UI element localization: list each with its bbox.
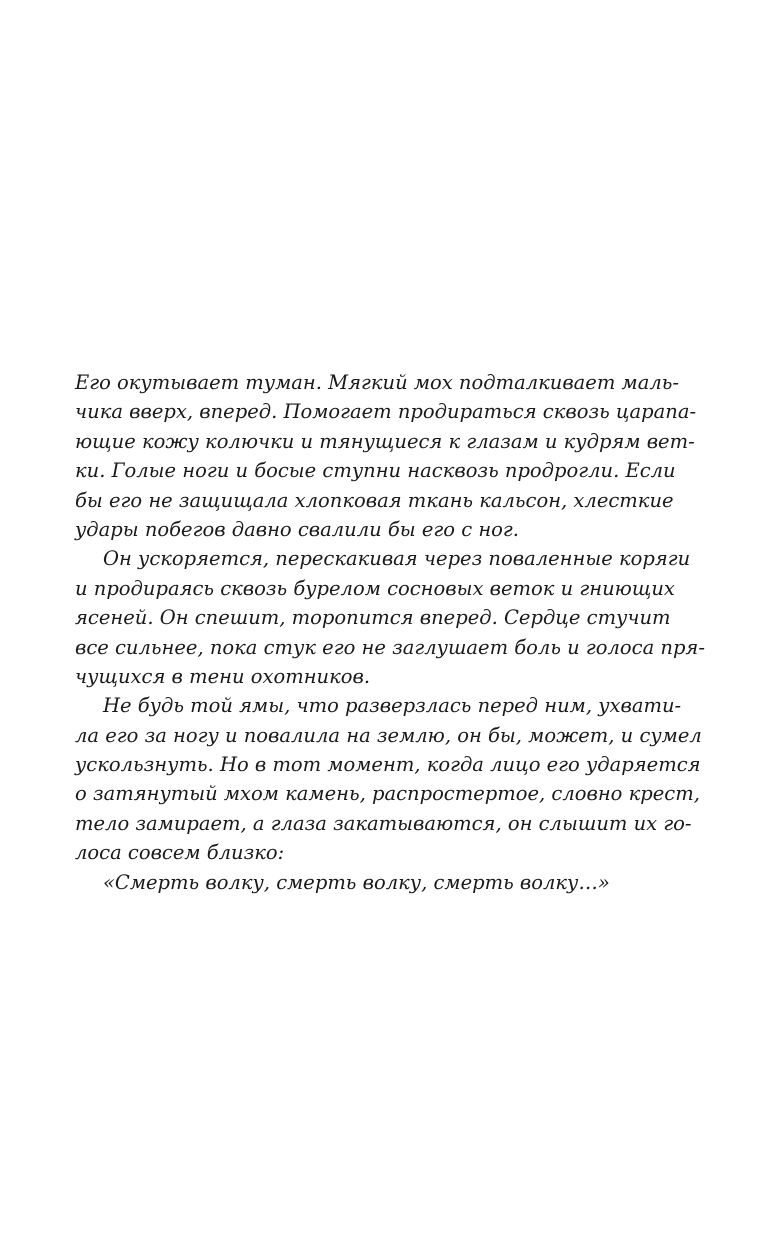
text-line: удары побегов давно свалили бы его с ног. — [75, 517, 519, 541]
text-line: ки. Голые ноги и босые ступни насквозь продрогли. Если — [75, 459, 676, 483]
text-line: чика вверх, вперед. Помогает продираться сквозь царапа- — [75, 400, 697, 424]
paragraph — [75, 544, 705, 691]
text-line: о затянутый мхом камень, распростертое, словно крест, — [75, 782, 700, 806]
text-line: все сильнее, пока стук его не заглушает боль и голоса пря- — [75, 635, 705, 659]
paragraph — [75, 868, 645, 897]
body-text — [75, 368, 705, 897]
paragraph — [75, 368, 697, 544]
text-line: «Смерть волку, смерть волку, смерть волку…» — [103, 870, 610, 894]
paragraph — [75, 691, 702, 867]
text-line: лоса совсем близко: — [75, 841, 285, 865]
text-line: ла его за ногу и повалила на землю, он бы, может, и сумел — [75, 723, 702, 747]
text-line: чущихся в тени охотников. — [75, 664, 371, 688]
text-line: ясеней. Он спешит, торопится вперед. Сердце стучит — [75, 606, 671, 630]
text-line: бы его не защищала хлопковая ткань кальсон, хлесткие — [75, 488, 674, 512]
text-line: и продираясь сквозь бурелом сосновых веток и гниющих — [75, 576, 675, 600]
text-line: ющие кожу колючки и тянущиеся к глазам и кудрям вет- — [75, 429, 695, 453]
text-line: Не будь той ямы, что разверзлась перед ним, ухвати- — [103, 694, 682, 718]
text-line: тело замирает, а глаза закатываются, он слышит их го- — [75, 811, 692, 835]
text-line: Он ускоряется, перескакивая через поваленные коряги — [103, 547, 691, 571]
text-line: ускользнуть. Но в тот момент, когда лицо его ударяется — [75, 753, 701, 777]
text-line: Его окутывает туман. Мягкий мох подталкивает маль- — [75, 371, 679, 394]
